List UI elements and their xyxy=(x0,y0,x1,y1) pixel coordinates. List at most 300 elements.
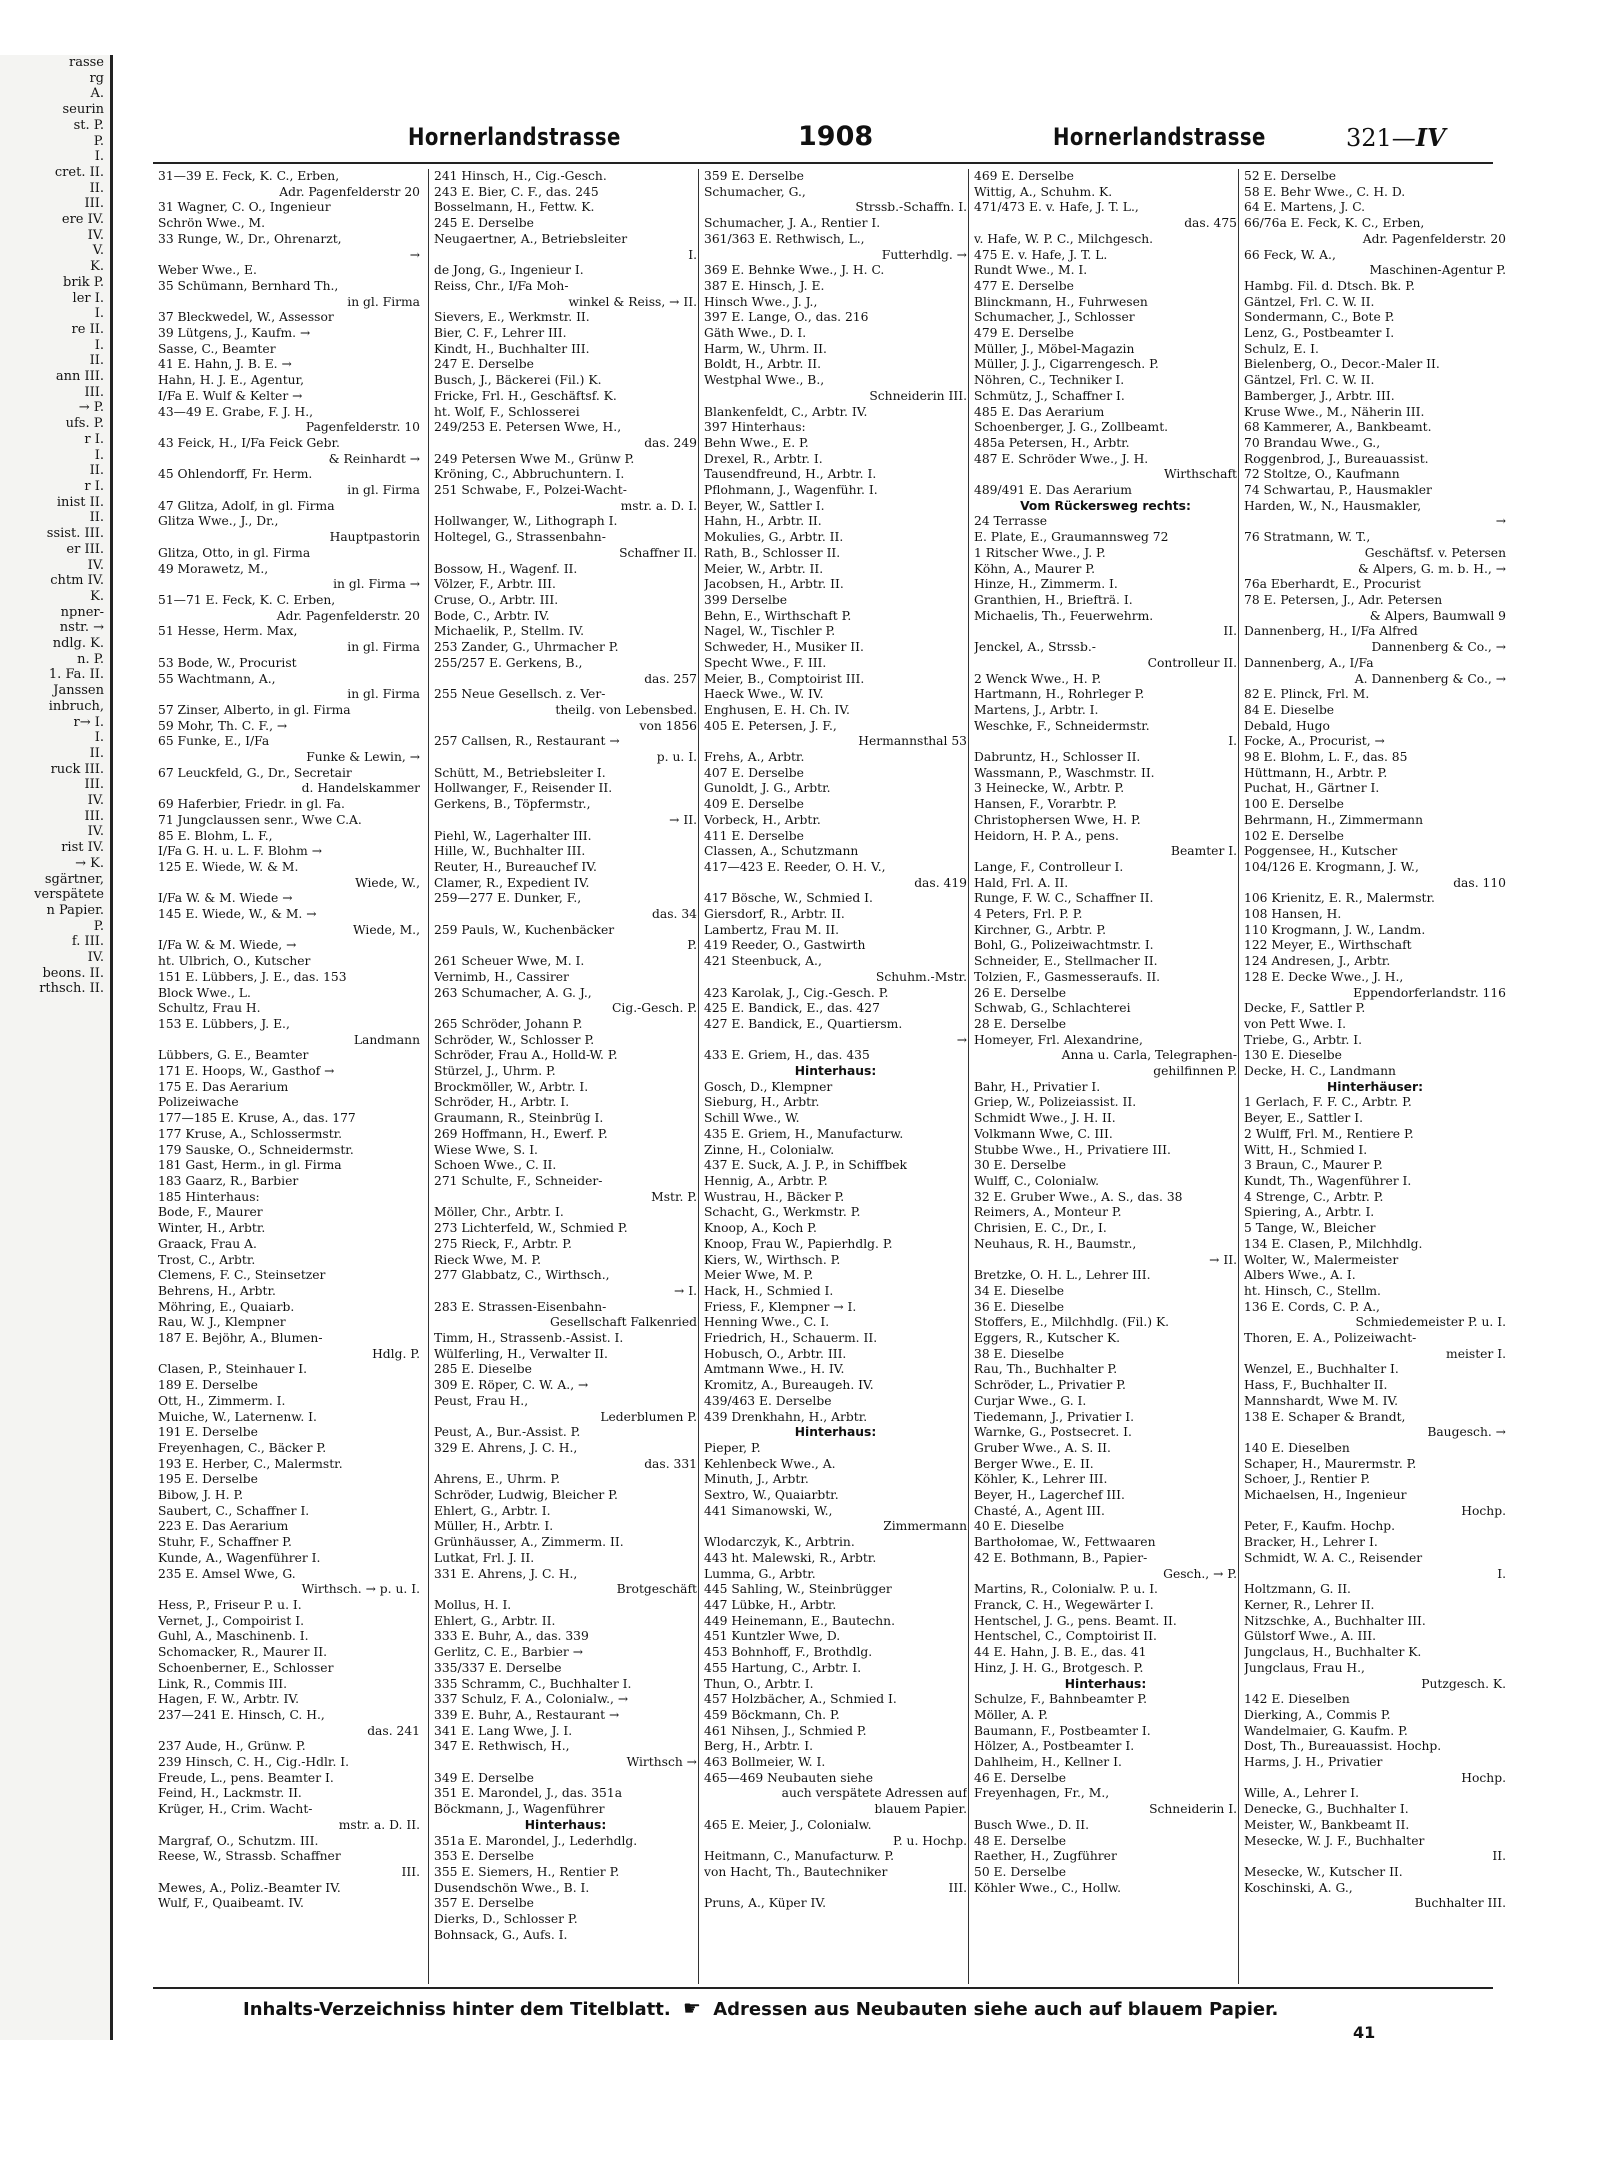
directory-entry: Wiese Wwe, S. I. xyxy=(434,1142,538,1157)
directory-entry: 69 Haferbier, Friedr. in gl. Fa. xyxy=(158,797,345,812)
directory-entry: Reimers, A., Monteur P. xyxy=(974,1205,1122,1220)
directory-entry: Lange, F., Controlleur I. xyxy=(974,859,1124,874)
directory-entry: 82 E. Plinck, Frl. M. xyxy=(1244,687,1370,702)
directory-entry: Bode, F., Maurer xyxy=(158,1205,263,1220)
directory-entry: 125 E. Wiede, W. & M. xyxy=(158,859,299,874)
directory-entry: Roggenbrod, J., Bureauassist. xyxy=(1244,451,1429,466)
directory-entry: Schill Wwe., W. xyxy=(704,1111,800,1126)
directory-entry: 177 Kruse, A., Schlossermstr. xyxy=(158,1126,343,1141)
directory-entry: Bohl, G., Polizeiwachtmstr. I. xyxy=(974,938,1154,953)
directory-entry: 285 E. Dieselbe xyxy=(434,1362,532,1377)
gutter-line: IV. xyxy=(87,824,104,840)
directory-entry: 331 E. Ahrens, J. C. H., xyxy=(434,1566,578,1581)
directory-entry: Bohnsack, G., Aufs. I. xyxy=(434,1927,568,1942)
directory-entry: Bibow, J. H. P. xyxy=(158,1488,244,1503)
directory-entry: 261 Scheuer Wwe, M. I. xyxy=(434,954,585,969)
directory-entry: 193 E. Herber, C., Malermstr. xyxy=(158,1456,343,1471)
directory-entry: Schmütz, J., Schaffner I. xyxy=(974,388,1125,403)
directory-entry: Albers Wwe., A. I. xyxy=(1244,1268,1356,1283)
directory-entry: Hdlg. P. xyxy=(372,1346,420,1361)
gutter-line: II. xyxy=(89,180,104,196)
directory-entry: Mollus, H. I. xyxy=(434,1597,512,1612)
directory-entry: Böckmann, J., Wagenführer xyxy=(434,1802,605,1817)
directory-entry: Hinz, J. H. G., Brotgesch. P. xyxy=(974,1660,1144,1675)
directory-entry: Wülferling, H., Verwalter II. xyxy=(434,1346,608,1361)
gutter-line: IV. xyxy=(87,557,104,573)
directory-entry: Mewes, A., Poliz.-Beamter IV. xyxy=(158,1880,341,1895)
directory-entry: Behn Wwe., E. P. xyxy=(704,435,809,450)
directory-entry: 67 Leuckfeld, G., Dr., Secretair xyxy=(158,765,352,780)
directory-entry: 405 E. Petersen, J. F., xyxy=(704,718,837,733)
directory-entry: A. Dannenberg & Co., → xyxy=(1354,671,1506,686)
directory-entry: 49 Morawetz, M., xyxy=(158,561,269,576)
directory-entry: Stubbe Wwe., H., Privatiere III. xyxy=(974,1142,1171,1157)
footer-rule xyxy=(153,1987,1493,1989)
directory-entry: Knoop, A., Koch P. xyxy=(704,1221,817,1236)
directory-entry: Feind, H., Lackmstr. II. xyxy=(158,1786,302,1801)
directory-entry: Grünhäusser, A., Zimmerm. II. xyxy=(434,1535,624,1550)
directory-entry: Wlodarczyk, K., Arbtrin. xyxy=(704,1535,855,1550)
gutter-line: ufs. P. xyxy=(65,416,104,432)
directory-entry: Raether, H., Zugführer xyxy=(974,1849,1117,1864)
directory-entry: Möhring, E., Quaiarb. xyxy=(158,1299,295,1314)
directory-entry: 122 Meyer, E., Wirthschaft xyxy=(1244,938,1412,953)
directory-entry: Maschinen-Agentur P. xyxy=(1369,263,1506,278)
directory-entry: Minuth, J., Arbtr. xyxy=(704,1472,809,1487)
directory-entry: 275 Rieck, F., Arbtr. P. xyxy=(434,1236,572,1251)
directory-entry: 85 E. Blohm, L. F., xyxy=(158,828,273,843)
directory-entry: Stuhr, F., Schaffner P. xyxy=(158,1535,292,1550)
gutter-line: brik P. xyxy=(63,274,104,290)
directory-entry: Köhler Wwe., C., Hollw. xyxy=(974,1880,1122,1895)
directory-entry: Michaelsen, H., Ingenieur xyxy=(1244,1488,1407,1503)
directory-entry: 40 E. Dieselbe xyxy=(974,1519,1065,1534)
header-page-label xyxy=(1346,123,1446,152)
gutter-line: III. xyxy=(84,384,104,400)
directory-entry: Chrisien, E. C., Dr., I. xyxy=(974,1221,1107,1236)
directory-entry: Kiers, W., Wirthsch. P. xyxy=(704,1252,841,1267)
directory-entry: Freyenhagen, C., Bäcker P. xyxy=(158,1440,327,1455)
directory-entry: 277 Glabbatz, C., Wirthsch., xyxy=(434,1268,610,1283)
directory-entry: Cruse, O., Arbtr. III. xyxy=(434,592,559,607)
directory-entry: Clemens, F. C., Steinsetzer xyxy=(158,1268,326,1283)
directory-entry: 461 Nihsen, J., Schmied P. xyxy=(704,1723,867,1738)
directory-entry: von Hacht, Th., Bautechniker xyxy=(704,1864,888,1879)
directory-entry: 471/473 E. v. Hafe, J. T. L., xyxy=(974,200,1139,215)
directory-entry: Link, R., Commis III. xyxy=(158,1676,288,1691)
header-street-left: Hornerlandstrasse xyxy=(408,123,621,151)
gutter-line: st. P. xyxy=(73,117,104,133)
directory-entry: Knoop, Frau W., Papierhdlg. P. xyxy=(704,1236,893,1251)
gutter-line: re II. xyxy=(71,321,104,337)
gutter-line: n Papier. xyxy=(46,902,104,918)
directory-entry: Zinne, H., Colonialw. xyxy=(704,1142,835,1157)
directory-entry: Bier, C. F., Lehrer III. xyxy=(434,326,567,341)
directory-entry: I/Fa W. & M. Wiede → xyxy=(158,891,293,906)
gutter-line: 1. Fa. II. xyxy=(48,667,104,683)
directory-entry: 35 Schümann, Bernhard Th., xyxy=(158,278,339,293)
gutter-line: II. xyxy=(89,510,104,526)
previous-page-gutter xyxy=(0,55,113,2040)
gutter-line: er III. xyxy=(66,541,104,557)
directory-entry: Lenz, G., Postbeamter I. xyxy=(1244,326,1395,341)
directory-entry: winkel & Reiss, → II. xyxy=(568,294,697,309)
directory-entry: 45 Ohlendorff, Fr. Herm. xyxy=(158,467,313,482)
directory-entry: 175 E. Das Aerarium xyxy=(158,1079,289,1094)
directory-entry: 136 E. Cords, C. P. A., xyxy=(1244,1299,1380,1314)
directory-entry: Holtzmann, G. II. xyxy=(1244,1582,1351,1597)
directory-entry: 68 Kammerer, A., Bankbeamt. xyxy=(1244,420,1432,435)
directory-column-4 xyxy=(968,169,1237,1984)
directory-entry: Schröder, Frau A., Holld-W. P. xyxy=(434,1048,618,1063)
directory-entry: 4 Strenge, C., Arbtr. P. xyxy=(1244,1189,1384,1204)
directory-entry: Sextro, W., Quaiarbtr. xyxy=(704,1488,839,1503)
directory-entry: Wassmann, P., Waschmstr. II. xyxy=(974,765,1155,780)
directory-entry: Hald, Frl. A. II. xyxy=(974,875,1069,890)
directory-entry: Schacht, G., Werkmstr. P. xyxy=(704,1205,861,1220)
directory-entry: Schneider, E., Stellmacher II. xyxy=(974,954,1158,969)
directory-entry: Schröder, Ludwig, Bleicher P. xyxy=(434,1488,618,1503)
directory-entry: Geschäftsf. v. Petersen xyxy=(1364,545,1506,560)
directory-entry: 417 Bösche, W., Schmied I. xyxy=(704,891,873,906)
directory-entry: Schumacher, G., xyxy=(704,184,806,199)
gutter-line: I. xyxy=(94,149,104,165)
directory-entry: Schmidt, W. A. C., Reisender xyxy=(1244,1550,1423,1565)
directory-entry: Neugaertner, A., Betriebsleiter xyxy=(434,231,628,246)
gutter-line: IV. xyxy=(87,793,104,809)
directory-entry: 145 E. Wiede, W., & M. → xyxy=(158,907,317,922)
directory-entry: Debald, Hugo xyxy=(1244,718,1330,733)
directory-entry: in gl. Firma xyxy=(347,687,420,702)
directory-entry: 33 Runge, W., Dr., Ohrenarzt, xyxy=(158,231,342,246)
page-sheet xyxy=(113,55,1600,2040)
directory-entry: 100 E. Derselbe xyxy=(1244,797,1344,812)
directory-entry: Funke & Lewin, → xyxy=(306,750,420,765)
directory-entry: Thun, O., Arbtr. I. xyxy=(704,1676,814,1691)
header-rule xyxy=(153,162,1493,164)
directory-entry: Hinterhaus: xyxy=(1064,1676,1147,1691)
directory-entry: 387 E. Hinsch, J. E. xyxy=(704,278,825,293)
directory-entry: Rundt Wwe., M. I. xyxy=(974,263,1088,278)
directory-entry: Meier, W., Arbtr. II. xyxy=(704,561,824,576)
directory-entry: 283 E. Strassen-Eisenbahn- xyxy=(434,1299,607,1314)
directory-entry: 36 E. Dieselbe xyxy=(974,1299,1065,1314)
directory-entry: 41 E. Hahn, J. B. E. → xyxy=(158,357,292,372)
directory-entry: 309 E. Röper, C. W. A., → xyxy=(434,1378,589,1393)
directory-entry: Decke, H. C., Landmann xyxy=(1244,1064,1396,1079)
directory-entry: 359 E. Derselbe xyxy=(704,169,804,183)
directory-entry: Reuter, H., Bureauchef IV. xyxy=(434,859,597,874)
directory-entry: 451 Kuntzler Wwe, D. xyxy=(704,1629,841,1644)
directory-entry: Schröder, L., Privatier P. xyxy=(974,1378,1126,1393)
directory-entry: 333 E. Buhr, A., das. 339 xyxy=(434,1629,589,1644)
directory-entry: I/Fa W. & M. Wiede, → xyxy=(158,938,297,953)
footer-right-text: Adressen aus Neubauten siehe auch auf blauem Papier. xyxy=(713,1999,1279,2020)
pointing-hand-icon: ☛ xyxy=(683,1996,701,2020)
gutter-line: seurin xyxy=(62,102,104,118)
directory-entry: Kromitz, A., Bureaugeh. IV. xyxy=(704,1378,874,1393)
directory-entry: Busch Wwe., D. II. xyxy=(974,1817,1090,1832)
directory-entry: 269 Hoffmann, H., Ewerf. P. xyxy=(434,1126,608,1141)
directory-entry: Hass, F., Buchhalter II. xyxy=(1244,1378,1388,1393)
directory-entry: Schulze, F., Bahnbeamter P. xyxy=(974,1692,1148,1707)
gutter-line: inbruch, xyxy=(48,698,104,714)
directory-columns xyxy=(113,169,1506,1984)
directory-entry: in gl. Firma xyxy=(347,294,420,309)
directory-column-5 xyxy=(1238,169,1506,1984)
gutter-line: IV. xyxy=(87,227,104,243)
directory-entry: 181 Gast, Herm., in gl. Firma xyxy=(158,1158,342,1173)
directory-entry: 257 Callsen, R., Restaurant → xyxy=(434,734,620,749)
gutter-line: ssist. III. xyxy=(46,526,104,542)
directory-entry: Kröning, C., Abbruchuntern. I. xyxy=(434,467,625,482)
directory-entry: 1 Gerlach, F. F. C., Arbtr. P. xyxy=(1244,1095,1412,1110)
directory-entry: Henning Wwe., C. I. xyxy=(704,1315,830,1330)
directory-entry: Cig.-Gesch. P. xyxy=(611,1001,697,1016)
directory-entry: Mesecke, W., Kutscher II. xyxy=(1244,1864,1403,1879)
directory-entry: Glitza Wwe., J., Dr., xyxy=(158,514,279,529)
directory-entry: Griep, W., Polizeiassist. II. xyxy=(974,1095,1137,1110)
directory-entry: Vernimb, H., Cassirer xyxy=(434,969,569,984)
gutter-line: rg xyxy=(89,70,104,86)
directory-entry: 177—185 E. Kruse, A., das. 177 xyxy=(158,1111,356,1126)
directory-entry: Dannenberg, H., I/Fa Alfred xyxy=(1244,624,1418,639)
directory-entry: 463 Bollmeier, W. I. xyxy=(704,1755,826,1770)
directory-entry: Graumann, R., Steinbrüg I. xyxy=(434,1111,604,1126)
directory-entry: Harden, W., N., Hausmakler, xyxy=(1244,498,1422,513)
directory-entry: Hille, W., Buchhalter III. xyxy=(434,844,586,859)
directory-entry: Landmann xyxy=(353,1032,420,1047)
directory-entry: Hermannsthal 53 xyxy=(858,734,967,749)
directory-entry: 3 Braun, C., Maurer P. xyxy=(1244,1158,1383,1173)
directory-entry: I/Fa G. H. u. L. F. Blohm → xyxy=(158,844,323,859)
directory-entry: 74 Schwartau, P., Hausmakler xyxy=(1244,483,1432,498)
directory-entry: 347 E. Rethwisch, H., xyxy=(434,1739,570,1754)
directory-entry: Ehlert, G., Arbtr. I. xyxy=(434,1503,551,1518)
directory-entry: Wolter, W., Malermeister xyxy=(1244,1252,1399,1267)
directory-entry: Wirthsch. → p. u. I. xyxy=(301,1582,420,1597)
directory-entry: Blinckmann, H., Fuhrwesen xyxy=(974,294,1148,309)
directory-entry: ht. Wolf, F., Schlosserei xyxy=(434,404,580,419)
directory-entry: 487 E. Schröder Wwe., J. H. xyxy=(974,451,1149,466)
directory-entry: Gruber Wwe., A. S. II. xyxy=(974,1440,1111,1455)
directory-entry: Michaelik, P., Stellm. IV. xyxy=(434,624,585,639)
directory-entry: Schaper, H., Maurermstr. P. xyxy=(1244,1456,1417,1471)
gutter-line: cret. II. xyxy=(54,164,104,180)
directory-entry: Lambertz, Frau M. II. xyxy=(704,922,840,937)
page-number: 41 xyxy=(1353,2023,1376,2042)
directory-entry: 43 Feick, H., I/Fa Feick Gebr. xyxy=(158,435,340,450)
directory-entry: 357 E. Derselbe xyxy=(434,1896,534,1911)
directory-entry: von 1856 xyxy=(639,718,697,733)
directory-entry: 435 E. Griem, H., Manufacturw. xyxy=(704,1126,904,1141)
directory-entry: blauem Papier. xyxy=(874,1802,967,1817)
directory-entry: Jenckel, A., Strssb.- xyxy=(974,640,1096,655)
header-street-right: Hornerlandstrasse xyxy=(1053,123,1266,151)
directory-entry: Hobusch, O., Arbtr. III. xyxy=(704,1346,847,1361)
directory-entry: Polizeiwache xyxy=(158,1095,239,1110)
directory-entry: das. 241 xyxy=(367,1723,420,1738)
directory-entry: Anna u. Carla, Telegraphen- xyxy=(1061,1048,1237,1063)
directory-entry: Eggers, R., Kutscher K. xyxy=(974,1331,1121,1346)
directory-entry: 70 Brandau Wwe., G., xyxy=(1244,435,1381,450)
directory-column-3 xyxy=(698,169,967,1984)
directory-entry: Wiede, M., xyxy=(352,922,420,937)
directory-entry: Schneiderin III. xyxy=(869,388,967,403)
directory-entry: III. xyxy=(948,1880,967,1895)
directory-entry: Wirthschaft xyxy=(1163,467,1237,482)
directory-entry: Wiede, W., xyxy=(355,875,420,890)
directory-entry: Brotgeschäft xyxy=(616,1582,697,1597)
directory-entry: Hinze, H., Zimmerm. I. xyxy=(974,577,1118,592)
directory-entry: Lutkat, Frl. J. II. xyxy=(434,1550,535,1565)
directory-entry: 329 E. Ahrens, J. C. H., xyxy=(434,1440,578,1455)
directory-entry: Schoen Wwe., C. II. xyxy=(434,1158,557,1173)
directory-entry: Margraf, O., Schutzm. III. xyxy=(158,1833,319,1848)
directory-entry: 439/463 E. Derselbe xyxy=(704,1393,832,1408)
gutter-line: II. xyxy=(89,353,104,369)
directory-entry: Schuhm.-Mstr. xyxy=(875,969,967,984)
directory-entry: 433 E. Griem, H., das. 435 xyxy=(704,1048,870,1063)
directory-entry: Dabruntz, H., Schlosser II. xyxy=(974,750,1141,765)
directory-entry: Hambg. Fil. d. Dtsch. Bk. P. xyxy=(1244,278,1415,293)
directory-entry: 5 Tange, W., Bleicher xyxy=(1244,1221,1376,1236)
directory-entry: Tolzien, F., Gasmesseraufs. II. xyxy=(974,969,1161,984)
gutter-line: r I. xyxy=(84,478,104,494)
directory-entry: Hollwanger, F., Reisender II. xyxy=(434,781,613,796)
directory-entry: Schumacher, J., Schlosser xyxy=(974,310,1135,325)
directory-entry: 485a Petersen, H., Arbtr. xyxy=(974,435,1130,450)
directory-entry: 341 E. Lang Wwe, J. I. xyxy=(434,1723,573,1738)
directory-entry: Hollwanger, W., Lithograph I. xyxy=(434,514,618,529)
gutter-line: I. xyxy=(94,337,104,353)
directory-entry: Hagen, F. W., Arbtr. IV. xyxy=(158,1692,300,1707)
directory-entry: Boldt, H., Arbtr. II. xyxy=(704,357,821,372)
directory-entry: Schröder, W., Schlosser P. xyxy=(434,1032,595,1047)
directory-entry: Thoren, E. A., Polizeiwacht- xyxy=(1244,1331,1417,1346)
directory-entry: Pruns, A., Küper IV. xyxy=(704,1896,826,1911)
page-header xyxy=(113,115,1458,155)
directory-entry: → I. xyxy=(674,1283,697,1298)
directory-entry: Curjar Wwe., G. I. xyxy=(974,1393,1087,1408)
gutter-line: rasse xyxy=(68,55,104,70)
directory-entry: 271 Schulte, F., Schneider- xyxy=(434,1174,603,1188)
directory-entry: Brockmöller, W., Arbtr. I. xyxy=(434,1079,589,1094)
directory-entry: 335 Schramm, C., Buchhalter I. xyxy=(434,1676,632,1691)
directory-entry: Hüttmann, H., Arbtr. P. xyxy=(1244,765,1388,780)
directory-entry: Beyer, E., Sattler I. xyxy=(1244,1111,1363,1126)
directory-entry: Strssb.-Schaffn. I. xyxy=(855,200,967,215)
directory-entry: Wustrau, H., Bäcker P. xyxy=(704,1189,845,1204)
directory-entry: 151 E. Lübbers, J. E., das. 153 xyxy=(158,969,347,984)
directory-entry: Muiche, W., Laternenw. I. xyxy=(158,1409,317,1424)
directory-entry: I. xyxy=(1228,734,1237,749)
directory-entry: Baumann, F., Postbeamter I. xyxy=(974,1723,1151,1738)
directory-entry: Meier, B., Comptoirist III. xyxy=(704,671,865,686)
directory-entry: Nöhren, C., Techniker I. xyxy=(974,373,1125,388)
directory-entry: Ehlert, G., Arbtr. II. xyxy=(434,1613,556,1628)
directory-entry: Specht Wwe., F. III. xyxy=(704,655,827,670)
directory-entry: 37 Bleckwedel, W., Assessor xyxy=(158,310,334,325)
directory-entry: das. 34 xyxy=(652,907,697,922)
directory-entry: Müller, J., Möbel-Magazin xyxy=(974,341,1135,356)
directory-entry: Schütt, M., Betriebsleiter I. xyxy=(434,765,606,780)
directory-entry: 453 Bohnhoff, F., Brothdlg. xyxy=(704,1645,873,1660)
directory-entry: Block Wwe., L. xyxy=(158,985,251,1000)
directory-entry: Runge, F. W. C., Schaffner II. xyxy=(974,891,1154,906)
directory-entry: 263 Schumacher, A. G. J., xyxy=(434,985,592,1000)
directory-entry: von Pett Wwe. I. xyxy=(1244,1016,1346,1031)
directory-entry: Schoer, J., Rentier P. xyxy=(1244,1472,1371,1487)
directory-entry: 425 E. Bandick, E., das. 427 xyxy=(704,1001,880,1016)
directory-entry: Schaffner II. xyxy=(619,545,697,560)
directory-entry: 337 Schulz, F. A., Colonialw., → xyxy=(434,1692,629,1707)
directory-entry: Denecke, G., Buchhalter I. xyxy=(1244,1802,1409,1817)
directory-entry: Vorbeck, H., Arbtr. xyxy=(704,812,821,827)
directory-entry: Volkmann Wwe, C. III. xyxy=(974,1126,1113,1141)
directory-entry: 59 Mohr, Th. C. F., → xyxy=(158,718,288,733)
directory-entry: 259—277 E. Dunker, F., xyxy=(434,891,582,906)
directory-entry: 76a Eberhardt, E., Procurist xyxy=(1244,577,1421,592)
directory-entry: de Jong, G., Ingenieur I. xyxy=(434,263,584,278)
directory-entry: Dierking, A., Commis P. xyxy=(1244,1707,1391,1722)
directory-entry: 273 Lichterfeld, W., Schmied P. xyxy=(434,1221,628,1236)
directory-entry: Holtegel, G., Strassenbahn- xyxy=(434,530,606,545)
directory-entry: 32 E. Gruber Wwe., A. S., das. 38 xyxy=(974,1189,1183,1204)
directory-entry: Poggensee, H., Kutscher xyxy=(1244,844,1398,859)
directory-entry: Busch, J., Bäckerei (Fil.) K. xyxy=(434,373,602,388)
directory-entry: Jungclaus, H., Buchhalter K. xyxy=(1244,1645,1422,1660)
directory-entry: 249/253 E. Petersen Wwe, H., xyxy=(434,420,622,435)
directory-entry: 38 E. Dieselbe xyxy=(974,1346,1065,1361)
directory-entry: Gosch, D., Klempner xyxy=(704,1079,833,1094)
directory-entry: Beamter I. xyxy=(1170,844,1237,859)
gutter-line: I. xyxy=(94,730,104,746)
directory-entry: Nitzschke, A., Buchhalter III. xyxy=(1244,1613,1426,1628)
directory-entry: 489/491 E. Das Aerarium xyxy=(974,483,1132,498)
directory-entry: Hölzer, A., Postbeamter I. xyxy=(974,1739,1135,1754)
directory-entry: in gl. Firma xyxy=(347,483,420,498)
directory-entry: → II. xyxy=(669,812,697,827)
directory-entry: Hartmann, H., Rohrleger P. xyxy=(974,687,1145,702)
directory-entry: Mannshardt, Wwe M. IV. xyxy=(1244,1393,1399,1408)
gutter-line: ndlg. K. xyxy=(52,636,104,652)
directory-entry: Hochp. xyxy=(1461,1770,1506,1785)
directory-entry: Stürzel, J., Uhrm. P. xyxy=(434,1064,556,1079)
directory-entry: → xyxy=(1495,514,1506,529)
directory-entry: 153 E. Lübbers, J. E., xyxy=(158,1016,290,1031)
directory-entry: 134 E. Clasen, P., Milchhdlg. xyxy=(1244,1236,1423,1251)
directory-entry: das. 257 xyxy=(644,671,697,686)
directory-entry: Schumacher, J. A., Rentier I. xyxy=(704,216,881,231)
directory-entry: Blankenfeldt, C., Arbtr. IV. xyxy=(704,404,868,419)
directory-entry: Kundt, Th., Wagenführer I. xyxy=(1244,1174,1412,1188)
directory-entry: meister I. xyxy=(1446,1346,1506,1361)
directory-entry: Hentschel, C., Comptoirist II. xyxy=(974,1629,1157,1644)
directory-entry: 128 E. Decke Wwe., J. H., xyxy=(1244,969,1404,984)
directory-entry: Dannenberg, A., I/Fa xyxy=(1244,655,1374,670)
gutter-line: nstr. → xyxy=(59,620,104,636)
gutter-line: ere IV. xyxy=(61,212,104,228)
directory-column-1 xyxy=(158,169,420,1984)
directory-entry: ht. Hinsch, C., Stellm. xyxy=(1244,1283,1381,1298)
directory-entry: das. 419 xyxy=(914,875,967,890)
gutter-line: rist IV. xyxy=(61,840,104,856)
directory-entry: Neuhaus, R. H., Baumstr., xyxy=(974,1236,1137,1251)
directory-entry: 53 Bode, W., Procurist xyxy=(158,655,297,670)
directory-entry: Berger Wwe., E. II. xyxy=(974,1456,1094,1471)
header-page-prefix: 321— xyxy=(1346,124,1416,152)
